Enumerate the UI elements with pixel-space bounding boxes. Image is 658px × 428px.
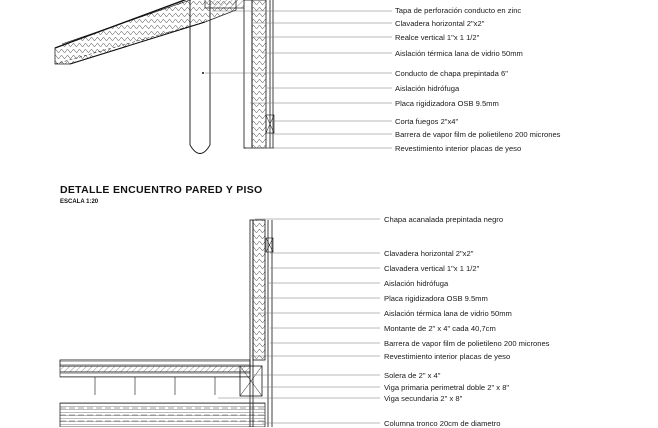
label-clavadera-horizontal: Clavadera horizontal 2"x2" <box>384 249 474 258</box>
label-clavadera-horizontal: Clavadera horizontal 2"x2" <box>395 19 485 28</box>
label-viga-secundaria: Viga secundaria 2" x 8" <box>384 394 463 403</box>
label-barrera-vapor: Barrera de vapor film de polietileno 200 micrones <box>395 130 561 139</box>
label-revestimiento-interior: Revestimiento interior placas de yeso <box>384 352 511 361</box>
label-placa-osb: Placa rigidizadora OSB 9.5mm <box>384 294 488 303</box>
label-montante: Montante de 2" x 4" cada 40,7cm <box>384 324 496 333</box>
label-aislacion-termica: Aislación térmica lana de vidrio 50mm <box>384 309 512 318</box>
label-barrera-vapor: Barrera de vapor film de polietileno 200 micrones <box>384 339 550 348</box>
label-revestimiento-interior: Revestimiento interior placas de yeso <box>395 144 522 153</box>
leader-lines-top <box>205 11 392 148</box>
label-realce-vertical: Realce vertical 1"x 1 1/2" <box>395 33 480 42</box>
wall-section-top <box>244 0 274 148</box>
label-corta-fuegos: Corta fuegos 2"x4" <box>395 117 459 126</box>
label-aislacion-termica: Aislación térmica lana de vidrio 50mm <box>395 49 523 58</box>
label-tapa-perforacion: Tapa de perforación conducto en zinc <box>395 6 522 15</box>
label-columna-tronco: Columna tronco 20cm de diametro <box>384 419 501 428</box>
label-aislacion-hidrofuga: Aislación hidrófuga <box>395 84 460 93</box>
label-solera: Solera de 2" x 4" <box>384 371 441 380</box>
label-chapa-acanalada: Chapa acanalada prepintada negro <box>384 215 504 224</box>
label-aislacion-hidrofuga: Aislación hidrófuga <box>384 279 449 288</box>
floor-section <box>60 360 265 427</box>
label-conducto-chapa: Conducto de chapa prepintada 6" <box>395 69 508 78</box>
label-viga-primaria: Viga primaria perimetral doble 2" x 8" <box>384 383 510 392</box>
detail-scale: ESCALA 1:20 <box>60 199 99 205</box>
leader-lines-bottom <box>218 219 380 423</box>
detail-title: DETALLE ENCUENTRO PARED Y PISO <box>60 184 263 196</box>
label-placa-osb: Placa rigidizadora OSB 9.5mm <box>395 99 499 108</box>
label-clavadera-vertical: Clavadera vertical 1"x 1 1/2" <box>384 264 480 273</box>
roof-section <box>55 0 251 64</box>
